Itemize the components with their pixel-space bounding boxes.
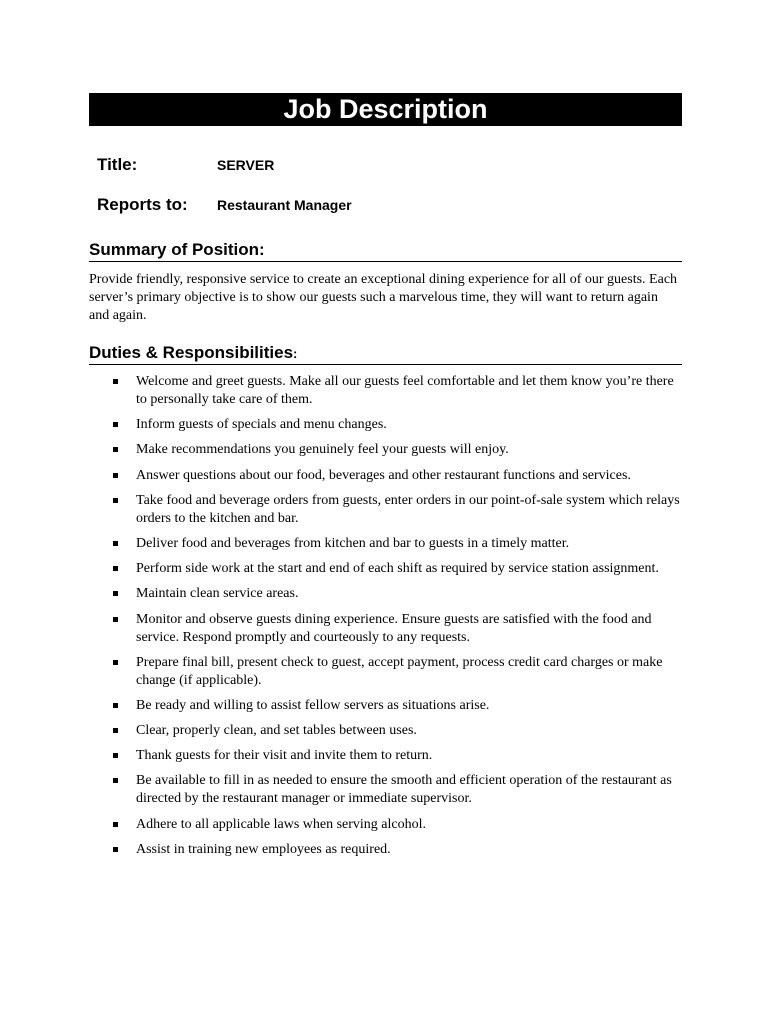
duty-text: Inform guests of specials and menu changes.	[136, 417, 387, 433]
duty-item	[110, 585, 685, 603]
duty-item	[110, 441, 685, 459]
duty-item	[110, 722, 685, 740]
duty-item	[110, 747, 685, 765]
bullet-square-icon	[113, 498, 118, 503]
duty-item	[110, 373, 685, 409]
bullet-square-icon	[113, 778, 118, 783]
title-label: Title:	[97, 155, 138, 174]
duty-text: Welcome and greet guests. Make all our guests feel comfortable and let them know you’re there to personally take care of them.	[136, 374, 674, 407]
bullet-square-icon	[113, 447, 118, 452]
bullet-square-icon	[113, 473, 118, 478]
duty-text: Make recommendations you genuinely feel your guests will enjoy.	[136, 442, 509, 458]
summary-text: Provide friendly, responsive service to create an exceptional dining experience for all of our guests. Each server’s primary objective is to show our guests such a marvelous time, they will want to return again and again.	[89, 272, 678, 323]
reports-to-value: Restaurant Manager	[217, 197, 352, 213]
summary-heading: Summary of Position:	[89, 240, 682, 262]
duty-text: Prepare final bill, present check to guest, accept payment, process credit card charges or make change (if applicable).	[136, 654, 663, 688]
bullet-square-icon	[113, 660, 118, 665]
duty-text: Maintain clean service areas.	[136, 586, 299, 602]
bullet-square-icon	[113, 617, 118, 622]
duty-item	[110, 816, 685, 834]
duty-text: Perform side work at the start and end of each shift as required by service station assignment.	[136, 561, 659, 577]
document-title: Job Description	[89, 93, 682, 126]
bullet-square-icon	[113, 566, 118, 571]
bullet-square-icon	[113, 822, 118, 827]
duties-heading-text: Duties & Responsibilities	[89, 343, 294, 362]
duty-text: Assist in training new employees as required.	[136, 841, 391, 857]
duty-item	[110, 467, 685, 485]
duty-item	[110, 772, 685, 808]
bullet-square-icon	[113, 753, 118, 758]
duty-text: Thank guests for their visit and invite them to return.	[136, 748, 433, 764]
duty-item	[110, 654, 685, 690]
duties-heading-colon: :	[293, 346, 298, 361]
duty-item	[110, 841, 685, 859]
duty-text: Clear, properly clean, and set tables between uses.	[136, 723, 417, 739]
duty-text: Be ready and willing to assist fellow servers as situations arise.	[136, 697, 490, 713]
duty-text: Monitor and observe guests dining experience. Ensure guests are satisfied with the food and service. Respond promptly and courteously to any requests.	[136, 611, 652, 645]
bullet-square-icon	[113, 728, 118, 733]
duty-item	[110, 535, 685, 553]
bullet-square-icon	[113, 591, 118, 596]
duties-heading	[89, 343, 682, 365]
title-value: SERVER	[217, 157, 275, 173]
bullet-square-icon	[113, 379, 118, 384]
duty-text: Answer questions about our food, beverages and other restaurant functions and services.	[136, 467, 631, 483]
duties-list	[110, 373, 685, 866]
bullet-square-icon	[113, 703, 118, 708]
reports-to-label: Reports to:	[97, 195, 188, 214]
duty-item	[110, 492, 685, 528]
bullet-square-icon	[113, 541, 118, 546]
duty-item	[110, 611, 685, 647]
bullet-square-icon	[113, 847, 118, 852]
duty-text: Be available to fill in as needed to ensure the smooth and efficient operation of the restaurant as directed by the restaurant manager or immediate supervisor.	[136, 773, 672, 807]
duty-text: Adhere to all applicable laws when serving alcohol.	[136, 816, 427, 832]
duty-item	[110, 560, 685, 578]
duty-item	[110, 697, 685, 715]
bullet-square-icon	[113, 422, 118, 427]
duty-item	[110, 416, 685, 434]
duty-text: Take food and beverage orders from guests, enter orders in our point-of-sale system which relays orders to the kitchen and bar.	[136, 492, 680, 526]
duty-text: Deliver food and beverages from kitchen and bar to guests in a timely matter.	[136, 535, 570, 551]
